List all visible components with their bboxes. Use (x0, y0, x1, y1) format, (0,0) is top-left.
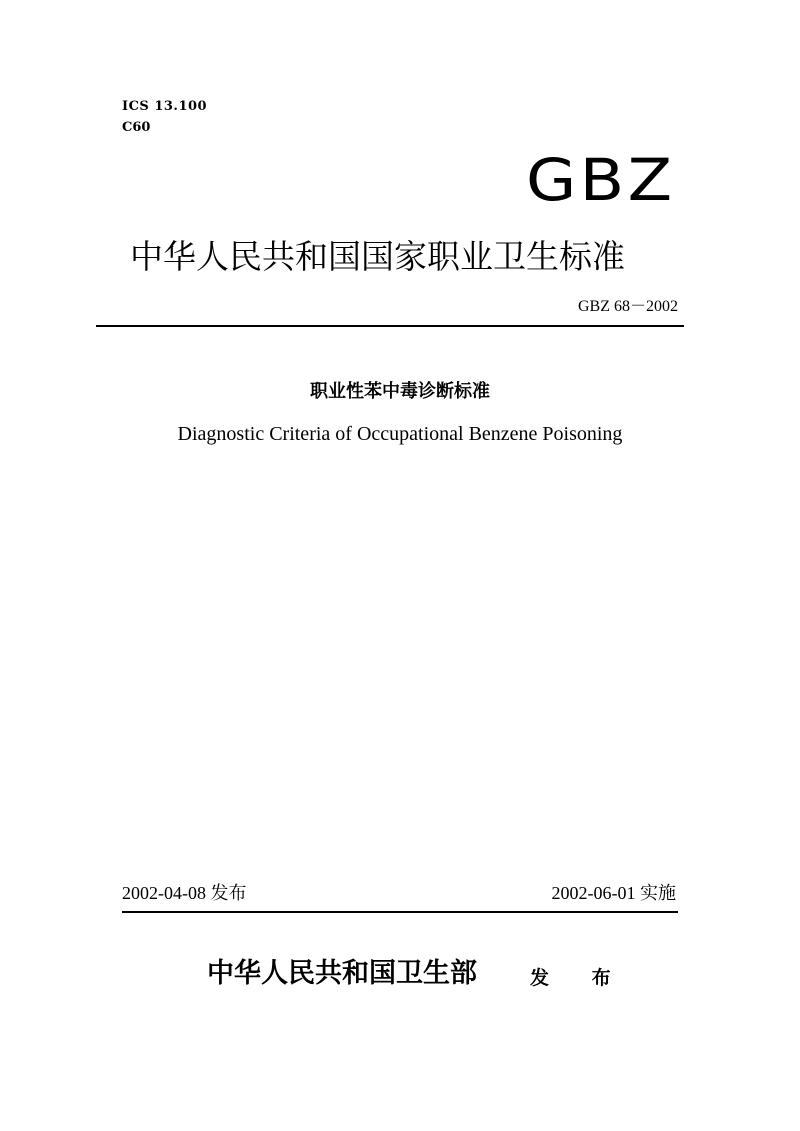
publisher-name: 中华人民共和国卫生部 (207, 958, 477, 989)
standard-type-heading: 中华人民共和国国家职业卫生标准 (130, 237, 625, 276)
ccs-code: C60 (122, 120, 151, 135)
gbz-logo: GBZ (525, 146, 675, 214)
document-title-chinese: 职业性苯中毒诊断标准 (310, 381, 490, 402)
publish-label: 发 布 (530, 967, 629, 989)
footer-divider (122, 911, 678, 913)
document-title-english: Diagnostic Criteria of Occupational Benzene Poisoning (177, 423, 623, 445)
issue-date: 2002-04-08 发布 (122, 883, 247, 903)
standard-number: GBZ 68－2002 (577, 298, 678, 315)
effective-date: 2002-06-01 实施 (551, 883, 676, 903)
header-divider (96, 325, 684, 327)
ics-code: ICS 13.100 (122, 99, 208, 114)
